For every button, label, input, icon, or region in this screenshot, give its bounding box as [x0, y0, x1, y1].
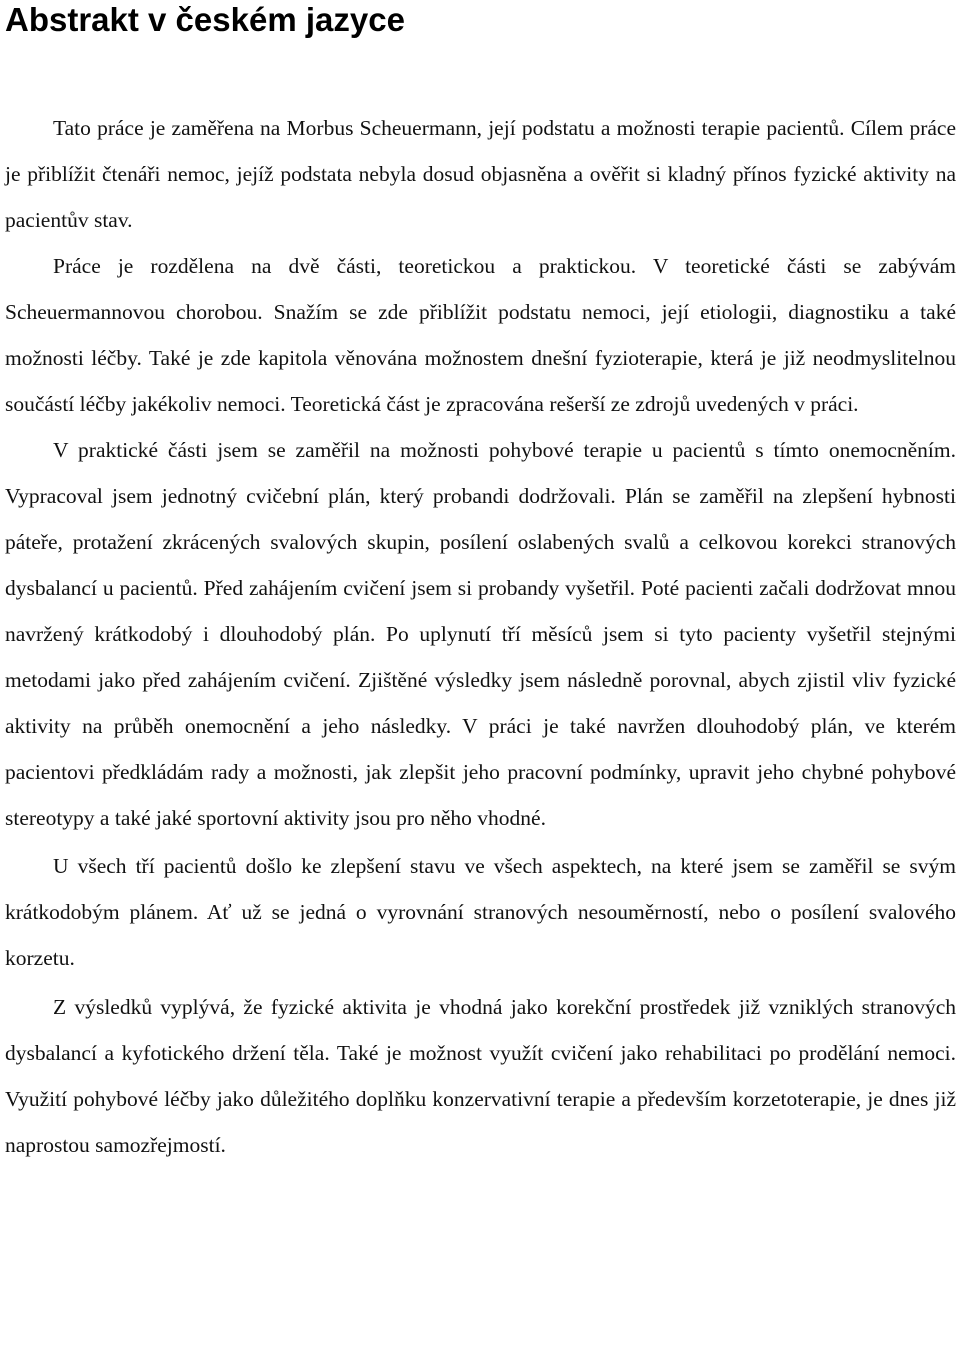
- abstract-paragraph-4: U všech tří pacientů došlo ke zlepšení stavu ve všech aspektech, na které jsem se zaměřil se svým krátkodobým plánem. Ať už se jedná o vyrovnání stranových nesouměrností, nebo o posílení svalového korzetu.: [5, 854, 956, 970]
- abstract-paragraph-1: Tato práce je zaměřena na Morbus Scheuermann, její podstatu a možnosti terapie pacientů. Cílem práce je přiblížit čtenáři nemoc, jejíž podstata nebyla dosud objasněna a ověřit si kladný přínos fyzické aktivity na pacientův stav.: [5, 116, 956, 232]
- abstract-paragraph-3: V praktické části jsem se zaměřil na možnosti pohybové terapie u pacientů s tímto onemocněním. Vypracoval jsem jednotný cvičební plán, který probandi dodržovali. Plán se zaměřil na zlepšení hybnosti páteře, protažení zkrácených svalových skupin, posílení oslabených svalů a celkovou korekci stranových dysbalancí u pacientů. Před zahájením cvičení jsem si probandy vyšetřil. Poté pacienti začali dodržovat mnou navržený krátkodobý i dlouhodobý plán. Po uplynutí tří měsíců jsem si tyto pacienty vyšetřil stejnými metodami jako před zahájením cvičení. Zjištěné výsledky jsem následně porovnal, abych zjistil vliv fyzické aktivity na průběh onemocnění a jeho následky. V práci je také navržen dlouhodobý plán, ve kterém pacientovi předkládám rady a možnosti, jak zlepšit jeho pracovní podmínky, upravit jeho chybné pohybové stereotypy a také jaké sportovní aktivity jsou pro něho vhodné.: [5, 438, 956, 830]
- abstract-paragraph-5: Z výsledků vyplývá, že fyzické aktivita je vhodná jako korekční prostředek již vzniklých stranových dysbalancí a kyfotického držení těla. Také je možnost využít cvičení jako rehabilitaci po prodělání nemoci. Využití pohybové léčby jako důležitého doplňku konzervativní terapie a především korzetoterapie, je dnes již naprostou samozřejmostí.: [5, 995, 956, 1157]
- page-title: Abstrakt v českém jazyce: [5, 1, 405, 38]
- abstract-paragraph-2: Práce je rozdělena na dvě části, teoretickou a praktickou. V teoretické části se zabývám Scheuermannovou chorobou. Snažím se zde přiblížit podstatu nemoci, její etiologii, diagnostiku a také možnosti léčby. Také je zde kapitola věnována možnostem dnešní fyzioterapie, která je již neodmyslitelnou součástí léčby jakékoliv nemoci. Teoretická část je zpracována rešerší ze zdrojů uvedených v práci.: [5, 254, 956, 416]
